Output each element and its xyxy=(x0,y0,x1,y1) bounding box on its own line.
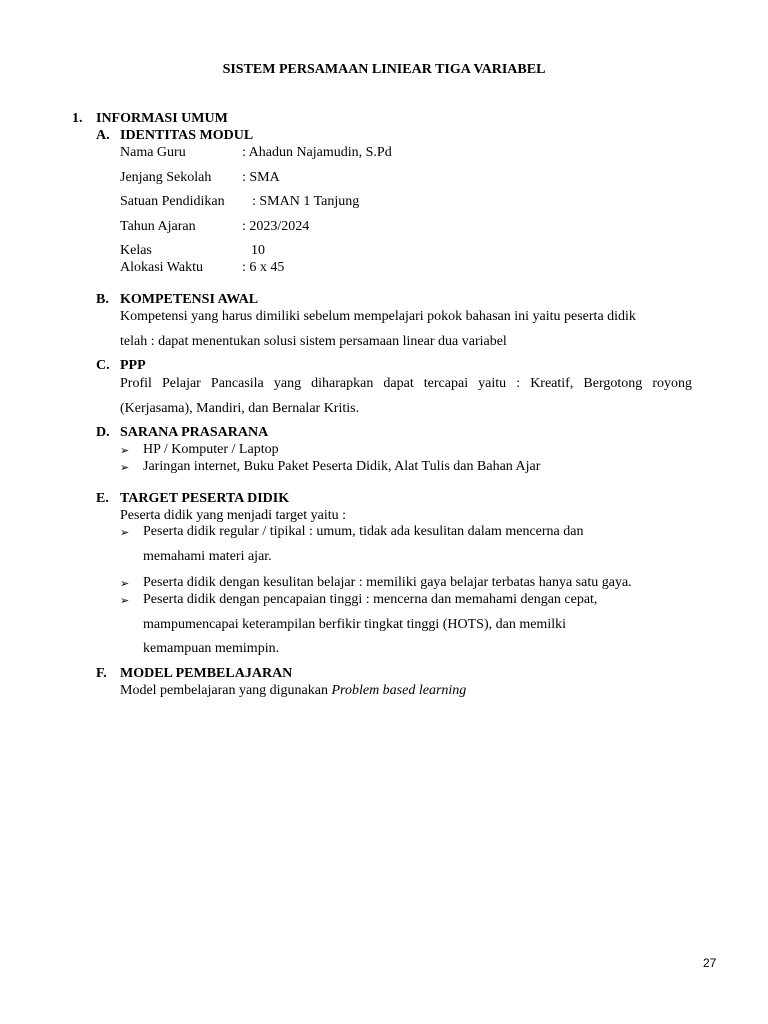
subsection-letter-d: D. xyxy=(96,425,110,440)
page-number: 27 xyxy=(703,956,717,970)
identitas-value: : Ahadun Najamudin, S.Pd xyxy=(242,145,392,160)
subsection-letter-b: B. xyxy=(96,292,109,307)
subsection-heading-kompetensi: KOMPETENSI AWAL xyxy=(120,292,259,307)
identitas-value: 10 xyxy=(251,243,265,258)
kompetensi-text-line: telah : dapat menentukan solusi sistem persamaan linear dua variabel xyxy=(120,334,507,349)
ppp-text-line: (Kerjasama), Mandiri, dan Bernalar Kritis. xyxy=(120,401,360,416)
target-item-line: memahami materi ajar. xyxy=(143,549,272,564)
model-text-plain: Model pembelajaran yang digunakan xyxy=(120,683,332,698)
identitas-label: Nama Guru xyxy=(120,145,186,160)
identitas-label: Alokasi Waktu xyxy=(120,260,203,275)
identitas-value: : 6 x 45 xyxy=(242,260,285,275)
subsection-letter-e: E. xyxy=(96,491,109,506)
bullet-arrow-icon: ➢ xyxy=(120,578,130,590)
identitas-label: Satuan Pendidikan xyxy=(120,194,225,209)
target-item-line: Peserta didik dengan pencapaian tinggi : mencerna dan memahami dengan cepat, xyxy=(143,592,598,607)
section-number: 1. xyxy=(72,111,83,126)
identitas-value: : SMAN 1 Tanjung xyxy=(252,194,360,209)
subsection-letter-c: C. xyxy=(96,358,110,373)
model-name-italic: Problem based learning xyxy=(331,683,467,698)
target-item-line: kemampuan memimpin. xyxy=(143,641,280,656)
identitas-value: : SMA xyxy=(242,170,280,185)
subsection-heading-model: MODEL PEMBELAJARAN xyxy=(120,666,293,681)
section-heading: INFORMASI UMUM xyxy=(96,111,228,126)
ppp-text-line: Profil Pelajar Pancasila yang diharapkan dapat tercapai yaitu : Kreatif, Bergotong royong xyxy=(120,376,692,391)
subsection-letter-a: A. xyxy=(96,128,110,143)
model-text xyxy=(120,683,466,699)
bullet-arrow-icon: ➢ xyxy=(120,527,130,539)
document-title: SISTEM PERSAMAAN LINIEAR TIGA VARIABEL xyxy=(222,62,546,77)
bullet-arrow-icon: ➢ xyxy=(120,462,130,474)
subsection-heading-identitas: IDENTITAS MODUL xyxy=(120,128,254,143)
target-item-line: Peserta didik dengan kesulitan belajar : memiliki gaya belajar terbatas hanya satu gaya. xyxy=(143,575,632,590)
bullet-arrow-icon: ➢ xyxy=(120,445,130,457)
subsection-heading-target: TARGET PESERTA DIDIK xyxy=(120,491,290,506)
target-item-line: mampumencapai keterampilan berfikir tingkat tinggi (HOTS), dan memilki xyxy=(143,617,566,632)
sarana-item: HP / Komputer / Laptop xyxy=(143,442,279,457)
identitas-value: : 2023/2024 xyxy=(242,219,310,234)
target-intro: Peserta didik yang menjadi target yaitu : xyxy=(120,508,347,523)
subsection-heading-sarana: SARANA PRASARANA xyxy=(120,425,269,440)
identitas-label: Kelas xyxy=(120,243,152,258)
identitas-label: Tahun Ajaran xyxy=(120,219,196,234)
identitas-label: Jenjang Sekolah xyxy=(120,170,212,185)
target-item-line: Peserta didik regular / tipikal : umum, tidak ada kesulitan dalam mencerna dan xyxy=(143,524,584,539)
kompetensi-text-line: Kompetensi yang harus dimiliki sebelum mempelajari pokok bahasan ini yaitu peserta didik xyxy=(120,309,636,324)
subsection-letter-f: F. xyxy=(96,666,107,681)
sarana-item: Jaringan internet, Buku Paket Peserta Didik, Alat Tulis dan Bahan Ajar xyxy=(143,459,541,474)
bullet-arrow-icon: ➢ xyxy=(120,595,130,607)
subsection-heading-ppp: PPP xyxy=(120,358,146,373)
